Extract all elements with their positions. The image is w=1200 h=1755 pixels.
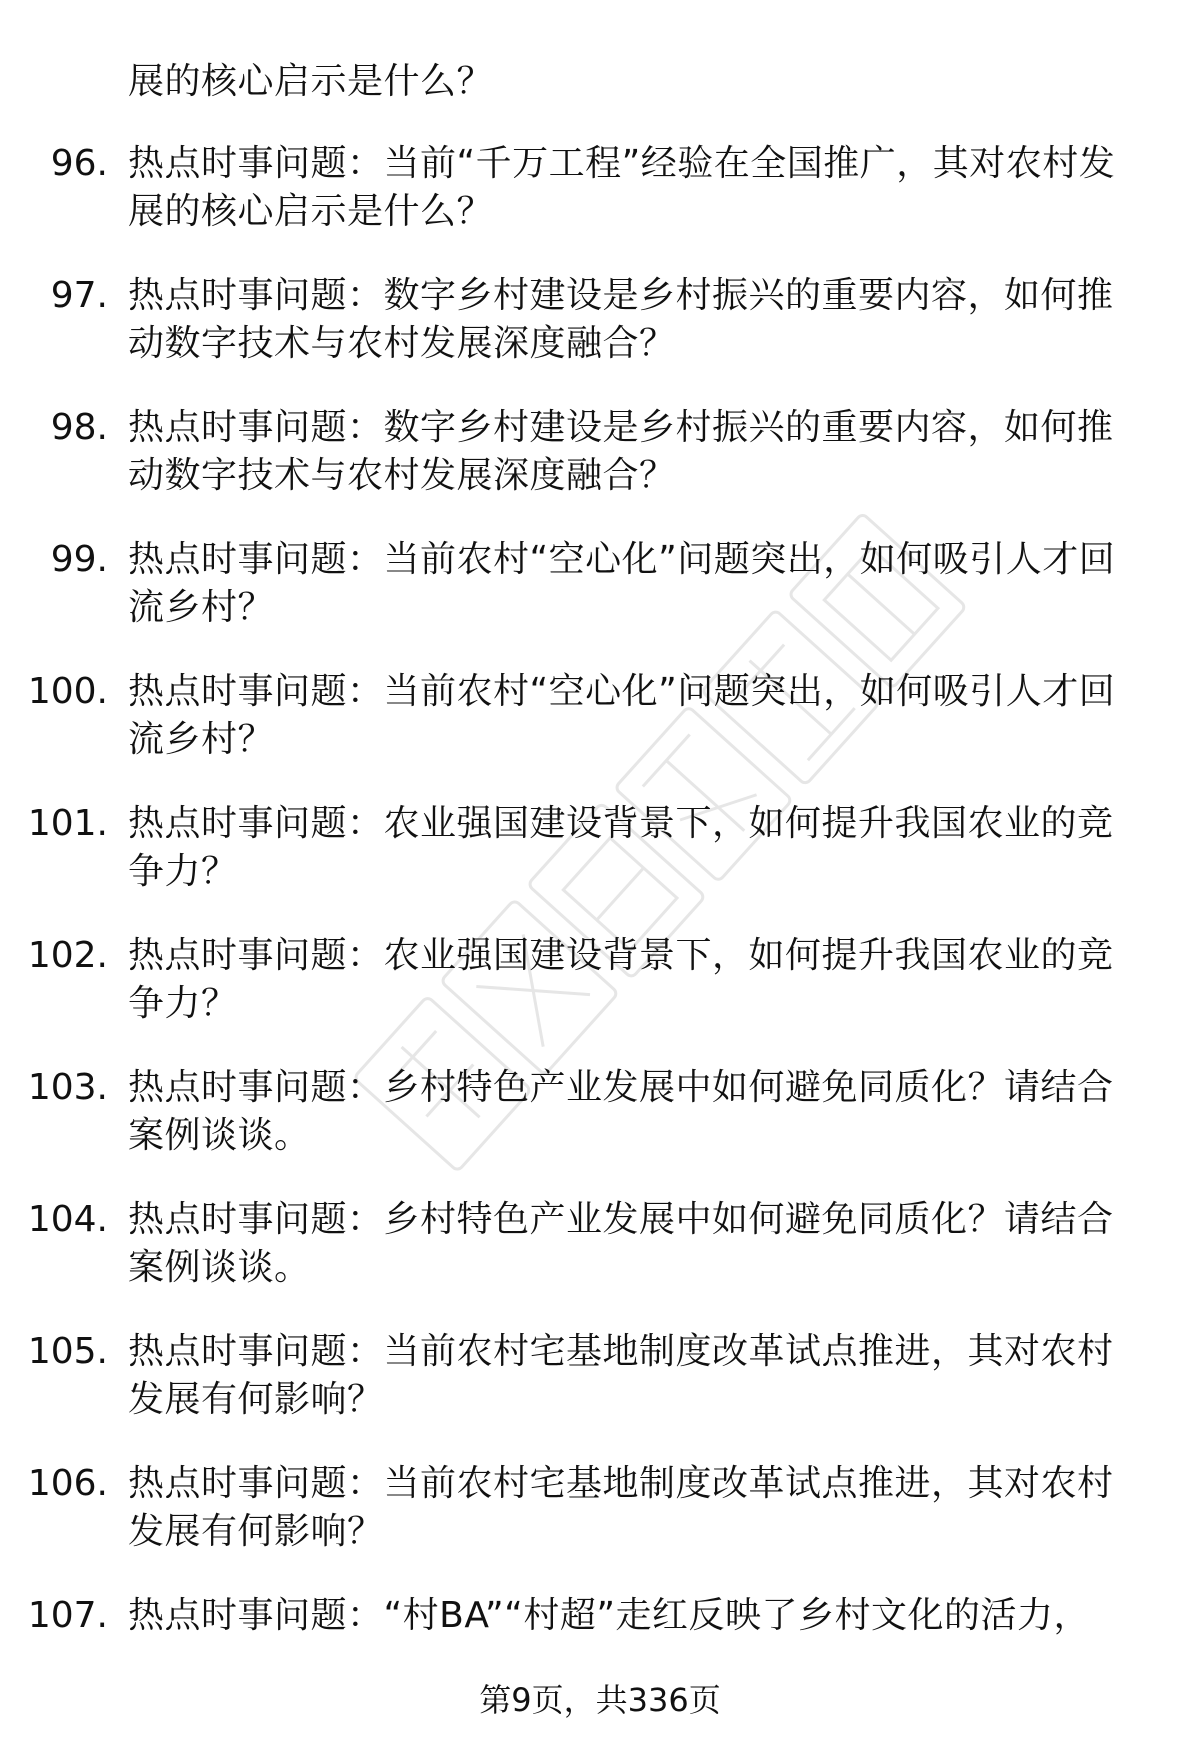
question-text: 热点时事问题：当前农村宅基地制度改革试点推进，其对农村发展有何影响？: [128, 1331, 1114, 1420]
list-item: [0, 1328, 1200, 1460]
list-item: [0, 932, 1200, 1064]
question-number: 105.: [27, 1331, 108, 1372]
list-item: [0, 1064, 1200, 1196]
question-number: 100.: [27, 671, 108, 712]
list-item: [0, 1460, 1200, 1592]
list-item: [0, 1592, 1200, 1672]
question-number: 101.: [27, 803, 108, 844]
question-text: 热点时事问题：当前“千万工程”经验在全国推广，其对农村发展的核心启示是什么？: [128, 143, 1116, 232]
question-text: 热点时事问题：“村BA”“村超”走红反映了乡村文化的活力，: [128, 1595, 1090, 1636]
question-text: 热点时事问题：数字乡村建设是乡村振兴的重要内容，如何推动数字技术与农村发展深度融合？: [128, 275, 1114, 364]
question-text: 热点时事问题：当前农村“空心化”问题突出，如何吸引人才回流乡村？: [128, 671, 1116, 760]
question-list: [0, 140, 1200, 1672]
list-item: [0, 668, 1200, 800]
list-item: [0, 404, 1200, 536]
question-text: 热点时事问题：农业强国建设背景下，如何提升我国农业的竞争力？: [128, 803, 1114, 892]
question-number: 102.: [27, 935, 108, 976]
question-number: 106.: [27, 1463, 108, 1504]
list-item: [0, 536, 1200, 668]
question-text: 热点时事问题：当前农村宅基地制度改革试点推进，其对农村发展有何影响？: [128, 1463, 1114, 1552]
question-text: 热点时事问题：乡村特色产业发展中如何避免同质化？请结合案例谈谈。: [128, 1067, 1114, 1156]
question-number: 107.: [27, 1595, 108, 1636]
question-text: 热点时事问题：农业强国建设背景下，如何提升我国农业的竞争力？: [128, 935, 1114, 1024]
question-text: 热点时事问题：数字乡村建设是乡村振兴的重要内容，如何推动数字技术与农村发展深度融合？: [128, 407, 1114, 496]
list-item: [0, 1196, 1200, 1328]
list-item: [0, 272, 1200, 404]
question-number: 97.: [50, 275, 108, 316]
list-item: [0, 800, 1200, 932]
continuation-text: 展的核心启示是什么？: [128, 61, 494, 102]
question-number: 103.: [27, 1067, 108, 1108]
question-text: 热点时事问题：当前农村“空心化”问题突出，如何吸引人才回流乡村？: [128, 539, 1116, 628]
question-number: 98.: [50, 407, 108, 448]
question-number: 104.: [27, 1199, 108, 1240]
question-text: 热点时事问题：乡村特色产业发展中如何避免同质化？请结合案例谈谈。: [128, 1199, 1114, 1288]
list-item: [0, 140, 1200, 272]
page-footer: 第9页，共336页: [479, 1681, 721, 1719]
question-number: 99.: [50, 539, 108, 580]
question-number: 96.: [50, 143, 108, 184]
